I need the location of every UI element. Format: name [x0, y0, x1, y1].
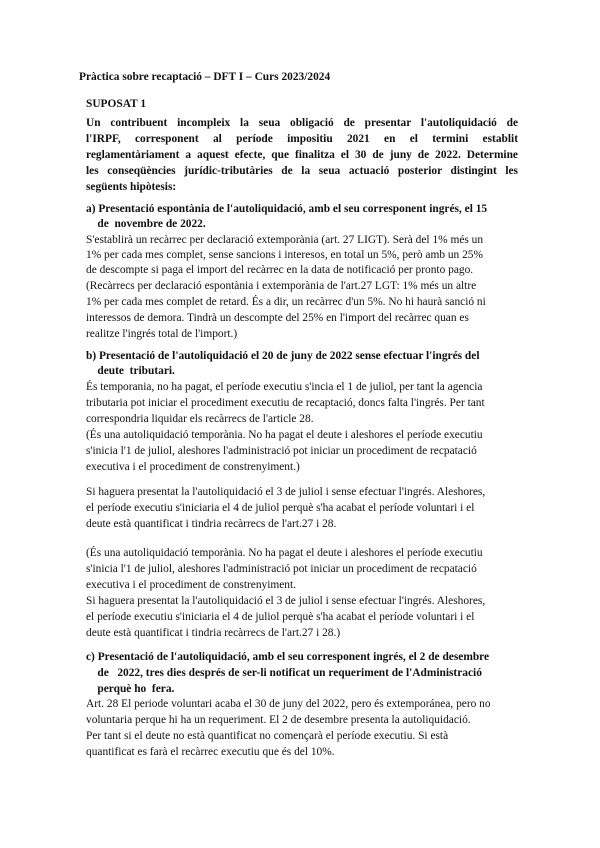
section-b-para3-line: el període executiu s'iniciaria el 4 de juliol perquè s'ha acabat el període voluntari i el	[86, 611, 475, 623]
section-b-para3-line: s'inicia l'1 de juliol, aleshores l'administració pot iniciar un procediment de recpatació	[86, 563, 477, 575]
section-b-body-line: tributaria pot iniciar el procediment executiu de recaptació, doncs falta l'ingrés. Per tant	[86, 397, 485, 409]
section-a-body-line: interessos de demora. Tindrà un descompte del 25% en l'import del recàrrec quan es	[86, 312, 469, 324]
intro-line: les conseqüències jurídic-tributàries de la seua actuació posterior distingint les	[86, 165, 518, 177]
section-a-body-line: de descompte si paga el import del recàrrec en la data de notificació per pronto pago.	[86, 264, 474, 276]
intro-line: següents hipòtesis:	[86, 181, 177, 193]
section-a-body-line: S'establirà un recàrrec per declaració extemporània (art. 27 LIGT). Serà del 1% més un	[86, 234, 484, 246]
section-a-body-line: 1% per cada mes complet de retard. És a dir, un recàrrec d'un 5%. No hi haurà sanció ni	[86, 296, 486, 308]
section-a-body-line: 1% per cada mes complet, sense sancions i interesos, en total un 5%, però amb un 25%	[86, 249, 483, 261]
section-b-heading: deute tributari.	[86, 365, 175, 377]
section-b-para3-line: deute està quantificat i tindria recàrrecs de l'art.27 i 28.)	[86, 627, 341, 639]
section-b-heading: b) Presentació de l'autoliquidació el 20 de juny de 2022 sense efectuar l'ingrés del	[86, 350, 480, 362]
section-b-para2-line: Si haguera presentat la l'autoliquidació el 3 de juliol i sense efectuar l'ingrés. Aleshores,	[86, 486, 486, 498]
intro-line: reglamentàriament a aquest efecte, que finalitza el 30 de juny de 2022. Determine	[86, 149, 518, 161]
section-c-heading: perquè ho fera.	[86, 683, 175, 695]
section-b-para3-line: executiva i el procediment de constrenyiment.	[86, 579, 297, 591]
section-c-body-line: quantificat es farà el recàrrec executiu que és del 10%.	[86, 746, 335, 758]
section-b-body-line: És temporania, no ha pagat, el període executiu s'incia el 1 de juliol, per tant la agencia	[86, 381, 483, 393]
section-b-body-line: correspondria liquidar els recàrrecs de l'article 28.	[86, 413, 314, 425]
section-b-para2-line: el període executiu s'iniciaria el 4 de juliol perquè s'ha acabat el període voluntari i el	[86, 502, 475, 514]
section-b-body-line: executiva i el procediment de constrenyiment.)	[86, 461, 300, 473]
section-b-body-line: (És una autoliquidació temporània. No ha pagat el deute i aleshores el període executiu	[86, 429, 483, 441]
section-c-heading: c) Presentació de l'autoliquidació, amb el seu corresponent ingrés, el 2 de desembre	[86, 651, 490, 663]
section-b-para2-line: deute està quantificat i tindria recàrrecs de l'art.27 i 28.	[86, 518, 337, 530]
section-c-body-line: Art. 28 El periode voluntari acaba el 30 de juny del 2022, pero és extemporánea, pero no	[86, 698, 491, 710]
section-b-para3-line: Si haguera presentat la l'autoliquidació el 3 de juliol i sense efectuar l'ingrés. Aleshores,	[86, 595, 486, 607]
section-heading: SUPOSAT 1	[86, 98, 147, 110]
document-title: Pràctica sobre recaptació – DFT I – Curs 2023/2024	[79, 71, 331, 83]
section-c-body-line: Per tant si el deute no està quantificat no començarà el període executiu. Si està	[86, 730, 449, 742]
section-b-body-line: s'inicia l'1 de juliol, aleshores l'administració pot iniciar un procediment de recpatació	[86, 445, 477, 457]
section-a-heading: a) Presentació espontània de l'autoliquidació, amb el seu corresponent ingrés, el 15	[86, 203, 488, 215]
section-a-heading: de novembre de 2022.	[86, 218, 206, 230]
section-c-heading: de 2022, tres dies després de ser-li notificat un requeriment de l'Administració	[86, 667, 482, 679]
intro-line: Un contribuent incompleix la seua obligació de presentar l'autoliquidació de	[86, 117, 518, 129]
section-a-body-line: realitze l'ingrés total de l'import.)	[86, 328, 238, 340]
intro-line: l'IRPF, corresponent al període impositiu 2021 en el termini establit	[86, 133, 518, 145]
section-b-para3-line: (És una autoliquidació temporània. No ha pagat el deute i aleshores el període executiu	[86, 547, 483, 559]
section-c-body-line: voluntaria perque hi ha un requeriment. El 2 de desembre presenta la autoliquidació.	[86, 714, 471, 726]
section-a-body-line: (Recàrrecs per declaració espontània i extemporània de l'art.27 LGT: 1% més un altre	[86, 280, 477, 292]
